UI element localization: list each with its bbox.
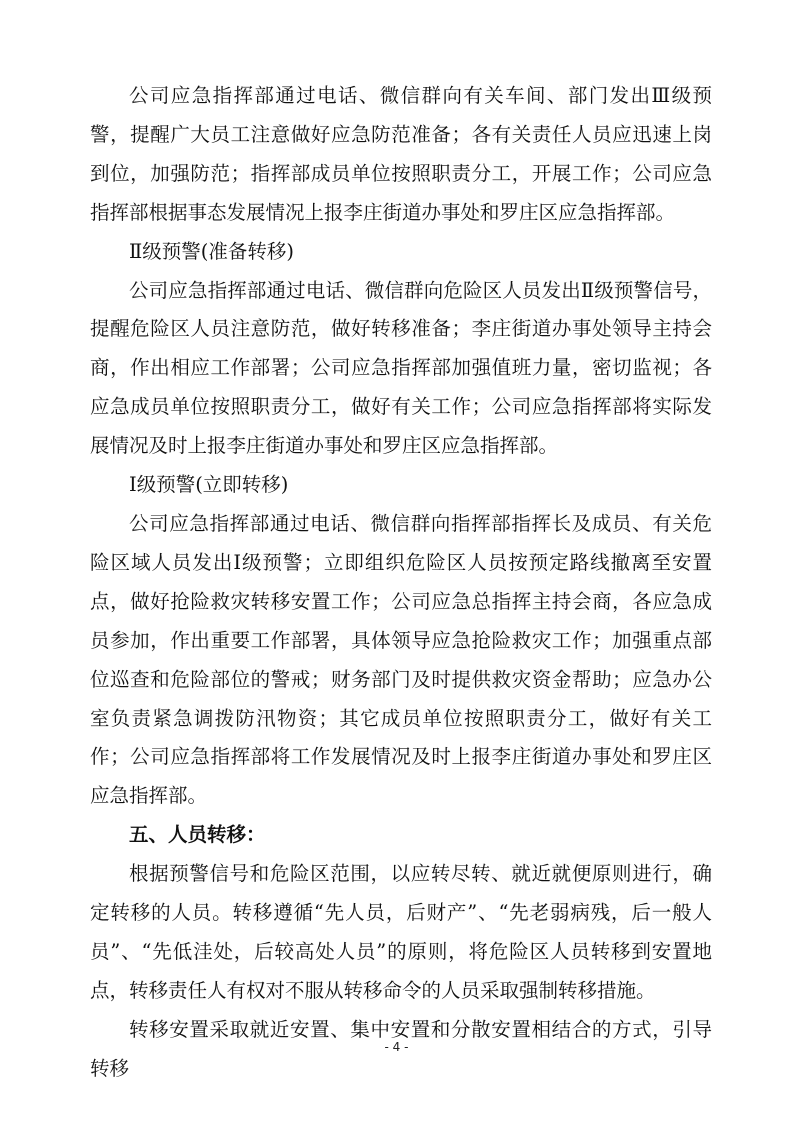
subheading-level1-warning: Ⅰ级预警(立即转移): [129, 473, 289, 497]
page-number: - 4 -: [384, 1040, 409, 1054]
paragraph-transfer-placement: 转移安置采取就近安置、集中安置和分散安置相结合的方式，引导转移: [90, 1017, 712, 1080]
paragraph-transfer-principles: 根据预警信号和危险区范围，以应转尽转、就近就便原则进行，确定转移的人员。转移遵循“先人员，后财产”、“先老弱病残，后一般人员”、“先低洼处，后较高处人员”的原则，将危险区人员转移到安置地点，转移责任人有权对不服从转移命令的人员采取强制转移措施。: [90, 862, 712, 1002]
section-heading-personnel-transfer: 五、人员转移：: [129, 823, 266, 847]
paragraph-level1-warning: 公司应急指挥部通过电话、微信群向指挥部指挥长及成员、有关危险区域人员发出Ⅰ级预警；立即组织危险区人员按预定路线撤离至安置点，做好抢险救灾转移安置工作；公司应急总指挥主持会商，各应急成员参加，作出重要工作部署，具体领导应急抢险救灾工作；加强重点部位巡查和危险部位的警戒；财务部门及时提供救灾资金帮助；应急办公室负责紧急调拨防汛物资；其它成员单位按照职责分工，做好有关工作；公司应急指挥部将工作发展情况及时上报李庄街道办事处和罗庄区应急指挥部。: [90, 511, 712, 808]
paragraph-level3-warning: 公司应急指挥部通过电话、微信群向有关车间、部门发出Ⅲ级预警，提醒广大员工注意做好应急防范准备；各有关责任人员应迅速上岗到位，加强防范；指挥部成员单位按照职责分工，开展工作；公司应急指挥部根据事态发展情况上报李庄街道办事处和罗庄区应急指挥部。: [90, 84, 712, 224]
paragraph-level2-warning: 公司应急指挥部通过电话、微信群向危险区人员发出Ⅱ级预警信号，提醒危险区人员注意防范，做好转移准备；李庄街道办事处领导主持会商，作出相应工作部署；公司应急指挥部加强值班力量，密切监视；各应急成员单位按照职责分工，做好有关工作；公司应急指挥部将实际发展情况及时上报李庄街道办事处和罗庄区应急指挥部。: [90, 278, 712, 458]
document-body: [90, 77, 712, 1089]
subheading-level2-warning: Ⅱ级预警(准备转移): [129, 239, 294, 263]
